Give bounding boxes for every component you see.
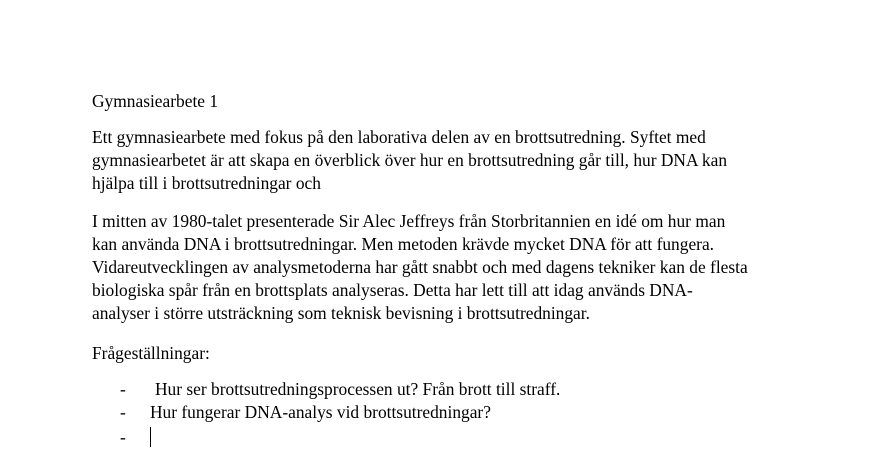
question-text: Hur ser brottsutredningsprocessen ut? Från brott till straff. [155,379,561,399]
intro-paragraph [92,126,832,195]
question-text: Hur fungerar DNA-analys vid brottsutredningar? [150,402,491,422]
list-item [0,378,873,401]
list-bullet: - [120,402,126,422]
intro-line-3: hjälpa till i brottsutredningar och [92,173,321,193]
intro-line-1: Ett gymnasiearbete med fokus på den laborativa delen av en brottsutredning. Syftet med [92,127,706,147]
background-line-2: kan använda DNA i brottsutredningar. Men metoden krävde mycket DNA för att fungera. [92,234,715,254]
list-bullet: - [120,379,126,399]
questions-heading: Frågeställningar: [92,343,210,363]
list-bullet: - [120,427,126,447]
document-title: Gymnasiearbete 1 [92,91,219,111]
list-item [0,401,873,424]
text-cursor [150,427,151,447]
intro-line-2: gymnasiearbetet är att skapa en överblick över hur en brottsutredning går till, hur DNA kan [92,150,728,170]
background-line-4: biologiska spår från en brottsplats analyseras. Detta har lett till att idag används DNA- [92,280,693,300]
background-line-1: I mitten av 1980-talet presenterade Sir Alec Jeffreys från Storbritannien en idé om hur man [92,211,726,231]
background-paragraph [92,210,832,325]
background-line-5: analyser i större utsträckning som teknisk bevisning i brottsutredningar. [92,303,590,323]
list-item[interactable] [0,426,873,449]
background-line-3: Vidareutvecklingen av analysmetoderna har gått snabbt och med dagens tekniker kan de flesta [92,257,748,277]
